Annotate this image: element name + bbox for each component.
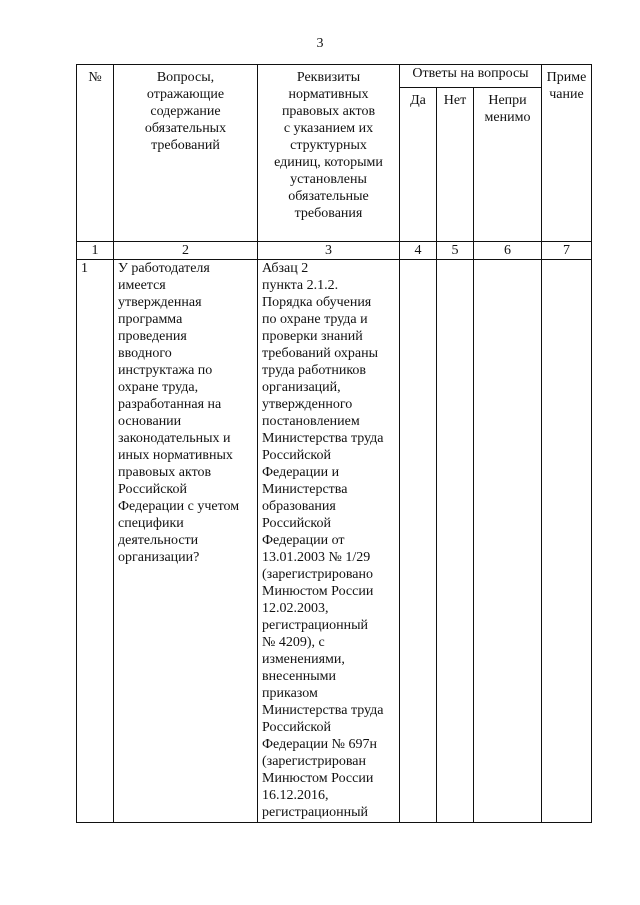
- header-yes: Да: [400, 88, 437, 242]
- header-no-answer: Нет: [437, 88, 474, 242]
- column-number: 1: [77, 242, 114, 260]
- row-number: 1: [77, 260, 114, 823]
- row-requisites: Абзац 2 пункта 2.1.2. Порядка обучения по охране труда и проверки знаний требований охраны труда работников организаций, утвержденного постановлением Министерства труда Российской Федерации и Министерства образования Российской Федерации от 13.01.2003 № 1/29 (зарегистрировано Минюстом России 12.02.2003, регистрационный № 4209), с изменениями, внесенными приказом Министерства труда Российской Федерации № 697н (зарегистрирован Минюстом России 16.12.2016, регистрационный: [258, 260, 400, 823]
- column-number: 4: [400, 242, 437, 260]
- header-answers: Ответы на вопросы: [400, 65, 542, 88]
- header-note: Приме чание: [542, 65, 592, 242]
- requirements-table: [76, 64, 592, 823]
- header-requisites: Реквизиты нормативных правовых актов с указанием их структурных единиц, которыми установлены обязательные требования: [258, 65, 400, 242]
- row-answer-no: [437, 260, 474, 823]
- header-questions: Вопросы, отражающие содержание обязательных требований: [114, 65, 258, 242]
- column-number: 3: [258, 242, 400, 260]
- header-no: №: [77, 65, 114, 242]
- header-not-applicable: Непри менимо: [474, 88, 542, 242]
- column-number-row: [77, 242, 592, 260]
- row-question: У работодателя имеется утвержденная программа проведения вводного инструктажа по охране труда, разработанная на основании законодательных и иных нормативных правовых актов Российской Федерации с учетом специфики деятельности организации?: [114, 260, 258, 823]
- column-number: 7: [542, 242, 592, 260]
- column-number: 2: [114, 242, 258, 260]
- column-number: 6: [474, 242, 542, 260]
- header-row: [77, 65, 592, 88]
- table-row: [77, 260, 592, 823]
- page-number: 3: [316, 36, 324, 51]
- row-answer-not-applicable: [474, 260, 542, 823]
- column-number: 5: [437, 242, 474, 260]
- row-answer-yes: [400, 260, 437, 823]
- row-note: [542, 260, 592, 823]
